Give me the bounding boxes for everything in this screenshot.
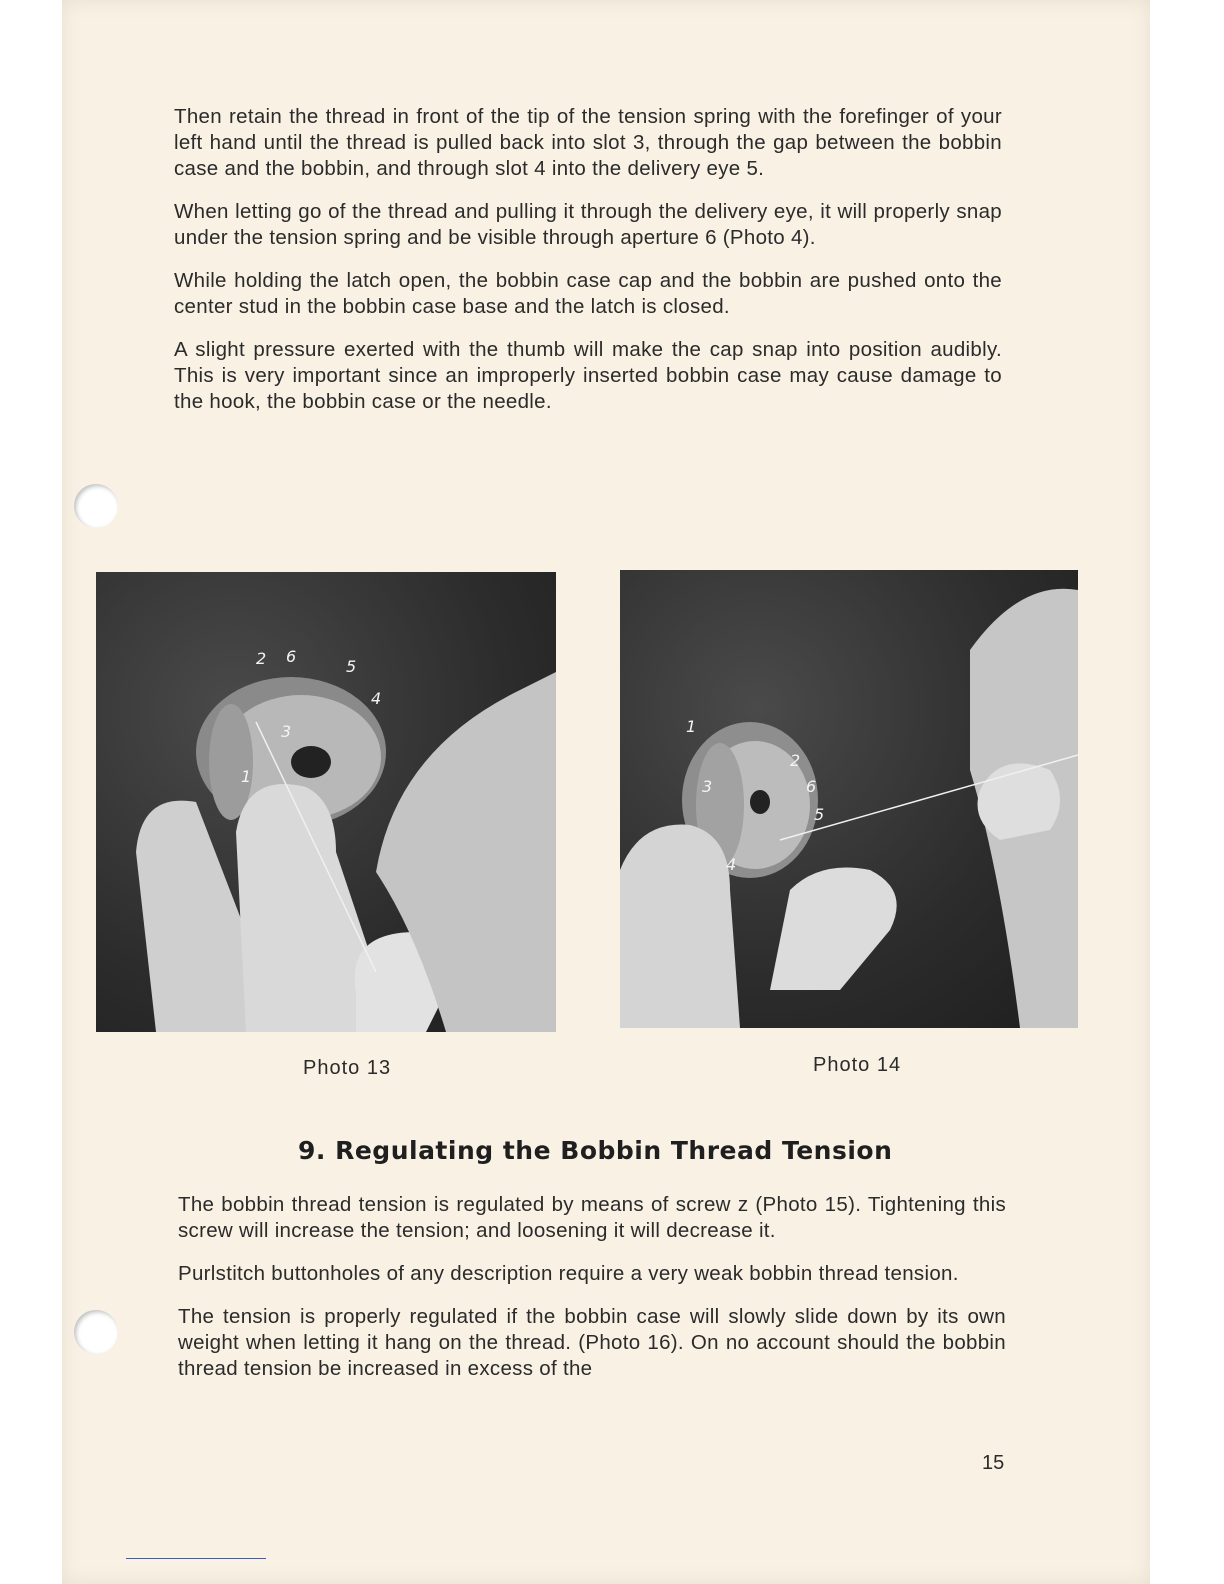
callout-number: 4	[726, 855, 737, 874]
callout-number: 6	[806, 777, 817, 796]
callout-number: 4	[371, 689, 382, 708]
punch-hole	[74, 484, 118, 528]
photo-13-caption: Photo 13	[303, 1057, 392, 1079]
photo-13-image	[96, 572, 556, 1032]
photo-14-caption: Photo 14	[813, 1054, 902, 1076]
section-text-block	[178, 1192, 1006, 1399]
section-heading: 9. Regulating the Bobbin Thread Tension	[298, 1136, 893, 1165]
callout-number: 1	[686, 717, 697, 736]
paragraph: The tension is properly regulated if the bobbin case will slowly slide down by its own weight when letting it hang on the thread. (Photo 16). On no account should the bobbin thread tension be increased in excess of the	[178, 1305, 1006, 1380]
paragraph: While holding the latch open, the bobbin case cap and the bobbin are pushed onto the center stud in the bobbin case base and the latch is closed.	[174, 269, 1002, 318]
divider	[126, 1558, 266, 1559]
top-text-block	[174, 104, 1002, 432]
page-number: 15	[982, 1452, 1005, 1474]
callout-number: 3	[281, 722, 292, 741]
paragraph: The bobbin thread tension is regulated by means of screw z (Photo 15). Tightening this screw will increase the tension; and loosening it will decrease it.	[178, 1193, 1006, 1242]
photo-14-image	[620, 570, 1078, 1028]
callout-number: 5	[814, 805, 825, 824]
callout-number: 6	[286, 647, 297, 666]
callout-number: 3	[702, 777, 713, 796]
callout-number: 1	[241, 767, 252, 786]
paragraph: Purlstitch buttonholes of any description require a very weak bobbin thread tension.	[178, 1262, 959, 1285]
paragraph: When letting go of the thread and pulling it through the delivery eye, it will properly snap under the tension spring and be visible through aperture 6 (Photo 4).	[174, 200, 1002, 249]
paragraph: A slight pressure exerted with the thumb will make the cap snap into position audibly. This is very important since an improperly inserted bobbin case may cause damage to the hook, the bobbin case or the needle.	[174, 338, 1002, 413]
paragraph: Then retain the thread in front of the tip of the tension spring with the forefinger of your left hand until the thread is pulled back into slot 3, through the gap between the bobbin case and the bobbin, and through slot 4 into the delivery eye 5.	[174, 105, 1002, 180]
callout-number: 2	[790, 751, 801, 770]
callout-number: 5	[346, 657, 357, 676]
callout-number: 2	[256, 649, 267, 668]
punch-hole	[74, 1310, 118, 1354]
